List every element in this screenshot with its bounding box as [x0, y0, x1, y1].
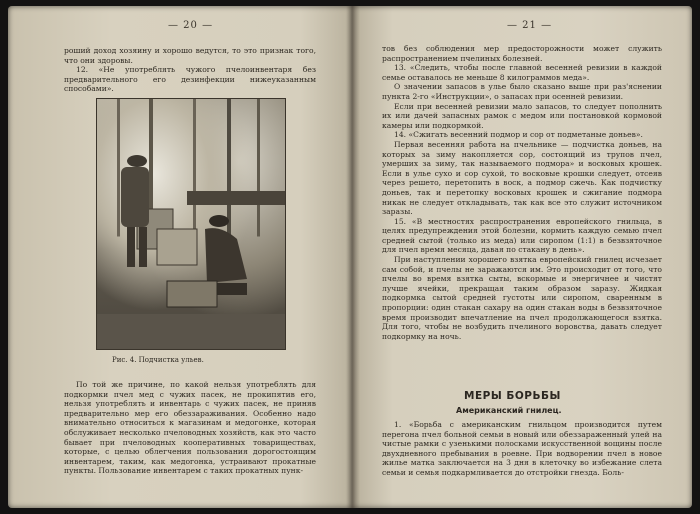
photo-caption: Рис. 4. Подчистка ульев. [112, 356, 204, 364]
right-final-text [382, 420, 662, 478]
paragraph: По той же причине, по какой нельзя употреблять для подкормки пчел мед с чужих пасек, не прокипятив его, нельзя употреблять и инвентарь с чужих пасек, не приняв предварительно мер его обеззараживания. Особенно надо внимательно относиться к магазинам и медогонке, которая обслуживает несколько пчеловодных хозяйств, как это часто бывает при пчеловодных кооперативных товариществах, которые, с целью облегчения пользования дорогостоящим инвентарем, таким, как медогонка, устраивают прокатные пункты. Пользование инвентарем с таких прокатных пунк- [64, 380, 316, 476]
paragraph: 14. «Сжигать весенний подмор и сор от подметаные доньев». [394, 130, 643, 140]
paragraph: тов без соблюдения мер предосторожности может служить распространением пчелиных болезней. [382, 44, 662, 63]
paragraph: Первая весенняя работа на пчельнике — подчистка доньев, на которых за зиму накопляется сор, состоящий из трупов пчел, умерших за зиму, так называемого подмора» и восковых крошек. Если в улье сухо и сор сухой, то восковые крошки следует, отсеяв через решето, перетопить в воск, а подмор сжечь. Как подчистку доньев, так и перетопку восковых крошек и сжигание подмора никак не следует откладывать, так как все это служит источником заразы. [382, 139, 662, 217]
paragraph: 1. «Борьба с американским гнильцом производится путем перегона пчел больной семьи в новый или обеззараженный улей на чистые рамки с узенькими полосками искусственной вощины после двухдневного пребывания в роевне. При водворении пчел в новое жилье матка заключается на 3 дня в клеточку во избежание слета семьи и семья подкармливается до отстройки гнезда. Боль- [382, 420, 662, 477]
left-top-text [64, 46, 316, 94]
paragraph: Если при весенней ревизии мало запасов, то следует пополнить их или дачей запасных рамок с медом или постановкой кормовой камеры или подкормкой. [382, 101, 662, 130]
book-spread [8, 6, 692, 508]
paragraph: 13. «Следить, чтобы после главной весенней ревизии в каждой семье оставалось не меньше 8 килограммов меда». [382, 63, 662, 82]
left-bottom-text [64, 380, 316, 476]
page-number-20: — 20 — [168, 20, 214, 31]
paragraph: 12. «Не употреблять чужого пчелоинвентаря без предварительного его дезинфекции нижеуказанным способами». [64, 65, 316, 94]
photo-hive-cleaning [96, 98, 286, 350]
book-gutter [346, 6, 360, 508]
subsection-heading: Американский гнилец. [456, 406, 562, 415]
left-page [8, 6, 352, 508]
paragraph: О значении запасов в улье было сказано выше при раз'яснении пункта 2-го «Инструкции», о запасах при осенней ревизии. [382, 82, 662, 101]
section-heading: МЕРЫ БОРЬБЫ [464, 390, 561, 402]
beekeepers-scene [97, 99, 285, 349]
page-number-21: — 21 — [507, 20, 553, 31]
right-main-text [382, 44, 662, 341]
paragraph: При наступлении хорошего взятка европейский гнилец исчезает сам собой, и пчелы не заражаются им. Это происходит от того, что пчелы во время взятка сыты, вскормые и энергичнее и чистят лучше ячейки, прекращая таким образом заразу. Жидкая подкормка сытой средней густоты или сиропом, сваренным в пропорции: один стакан сахару на один стакан воды в безвзяточное время производит впечатление на пчел продолжающегося взятка. Для того, чтобы не возбудить пчелиного воровства, давать следует подкормку на ночь. [382, 255, 662, 341]
paragraph: роший доход хозяину и хорошо ведутся, то это признак того, что они здоровы. [64, 46, 316, 65]
paragraph: 15. «В местностях распространения европейского гнильца, в целях предупреждения этой болезни, кормить каждую семью пчел средней сытой (только из меда) или сиропом (1:1) в безвзяточное для пчел время месяца, давая по стакану в день». [382, 216, 662, 255]
right-page [352, 6, 692, 508]
